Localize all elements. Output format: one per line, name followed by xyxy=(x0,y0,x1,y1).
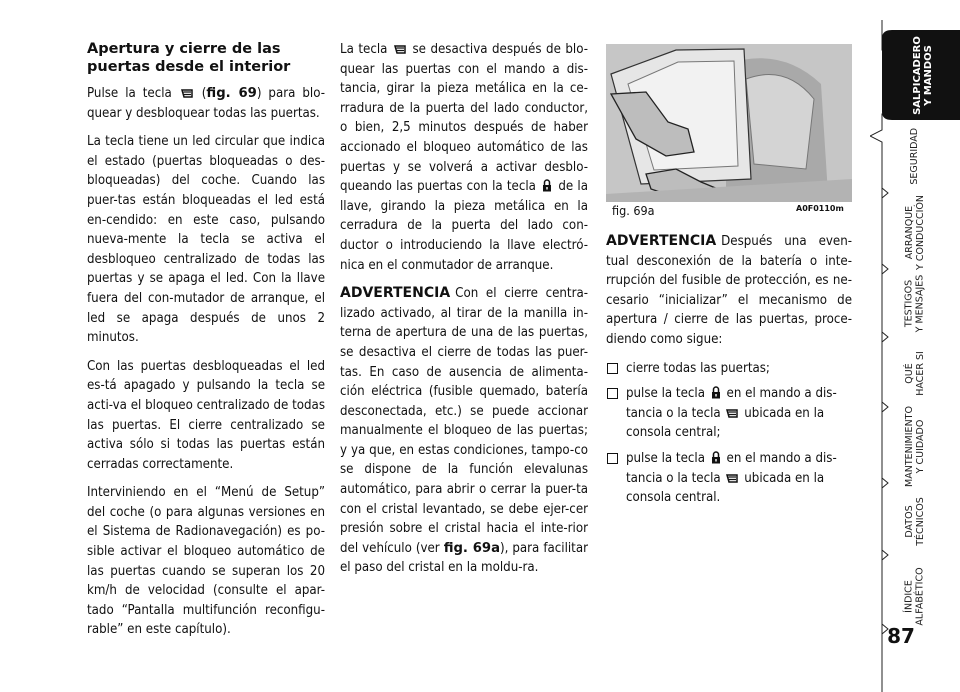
car-door-drawing xyxy=(606,44,852,202)
car-lock-icon xyxy=(726,407,738,419)
column-2 xyxy=(340,40,588,587)
figure-caption: fig. 69a xyxy=(612,203,655,218)
page-number: 87 xyxy=(887,624,915,648)
list-item: pulse la tecla en el mando a dis-tancia o la tecla ubicada en la consola central; xyxy=(606,384,852,443)
tab-indice-alfabetico[interactable]: ÍNDICE ALFABÉTICO xyxy=(903,566,925,626)
car-lock-icon xyxy=(394,43,406,55)
padlock-icon xyxy=(542,179,552,192)
tab-que-hacer-si[interactable]: QUÉ HACER SI xyxy=(903,350,925,396)
section-heading: Apertura y cierre de las puertas desde el interior xyxy=(87,41,291,75)
paragraph-1: Pulse la tecla (fig. 69) para blo-quear y desbloquear todas las puertas. xyxy=(87,86,325,121)
warning-label: ADVERTENCIA xyxy=(606,233,717,249)
column-3 xyxy=(606,232,852,514)
paragraph-2: La tecla tiene un led circular que indica el estado (puertas bloqueadas o des-bloqueadas) del coche. Cuando las puer-tas están bloqueadas el led está en-cendido: en este caso, pulsando nueva-mente la tecla se activa el desbloqueo centralizado de todas las puertas y se apaga el led. Con la llave fuera del con-mutador de arranque, el led se apaga después de unos 2 minutos. xyxy=(87,134,325,346)
paragraph-5: La tecla se desactiva después de blo-quear las puertas con el mando a dis-tancia, girar la pieza metálica en la ce-rradura de la puerta del lado conductor, o bien, 2,5 minutos después de haber accionado el bloqueo automático de las puertas y se volverá a activar desblo-queando las puertas con la tecla de la llave, girando la pieza metálica en la cerradura de la puerta del lado con-ductor o introduciendo la llave electró-nica en el conmutador de arranque. xyxy=(340,42,588,273)
warning-paragraph: ADVERTENCIA Con el cierre centra-lizado activado, al tirar de la manilla in-terna de apertura de una de las puertas, se desactiva el cierre de todas las puer-tas. En caso de ausencia de alimenta-ción eléctrica (fusible quemado, batería desconectada, etc.) se puede accionar manualmente el bloqueo de las puertas; y ya que, en estas condiciones, tampo-co se dispone de la función elevalunas automático, para abrir o cerrar la puer-ta con el cristal levantado, se debe ejer-cer presión sobre el cristal hacia el inte-rior del vehículo (ver fig. 69a), para facilitar el paso del cristal en la moldu-ra. xyxy=(340,285,588,576)
checkbox-bullet xyxy=(607,453,618,464)
paragraph-3: Con las puertas desbloqueadas el led es-tá apagado y pulsando la tecla se acti-va el bloqueo centralizado de todas las puertas. El cierre centralizado se activa sólo si todas las puertas están cerradas correctamente. xyxy=(87,358,325,472)
checkbox-bullet xyxy=(607,363,618,374)
list-item: cierre todas las puertas; xyxy=(606,359,852,379)
tab-seguridad[interactable]: SEGURIDAD xyxy=(908,127,920,185)
tab-mantenimiento-y-cuidado[interactable]: MANTENIMIENTO Y CUIDADO xyxy=(903,405,925,487)
tab-arranque-y-conduccion[interactable]: ARRANQUE Y CONDUCCIÓN xyxy=(903,194,925,270)
door-window-illustration xyxy=(606,44,852,202)
padlock-icon xyxy=(711,451,721,464)
list-item: pulse la tecla en el mando a dis-tancia o la tecla ubicada en la consola central. xyxy=(606,449,852,508)
car-lock-icon xyxy=(181,87,193,99)
tab-salpicadero-y-mandos[interactable]: SALPICADERO Y MANDOS xyxy=(911,35,933,115)
figure-code: A0F0110m xyxy=(796,204,844,213)
section-tabs xyxy=(870,20,960,692)
warning-label: ADVERTENCIA xyxy=(340,285,451,302)
car-lock-icon xyxy=(726,472,738,484)
checkbox-bullet xyxy=(607,388,618,399)
figure-reference: fig. 69 xyxy=(206,86,257,101)
warning-paragraph: ADVERTENCIA Después una even-tual desconexión de la batería o inte-rrupción del fusible de protección, es ne-cesario “inicializar” el mecanismo de apertura / cierre de las puertas, proce-diendo como sigue: xyxy=(606,233,852,347)
tab-datos-tecnicos[interactable]: DATOS TÉCNICOS xyxy=(903,496,925,546)
column-1 xyxy=(87,40,325,649)
paragraph-4: Interviniendo en el “Menú de Setup” del coche (o para algunas versiones en el Sistema de Radionavegación) es po-sible activar el bloqueo automático de las puertas cuando se superan los 20 km/h de velocidad (consulte el apar-tado “Pantalla multifunción reconfigu-rable” en este capítulo). xyxy=(87,485,325,638)
steps-list xyxy=(606,359,852,508)
tab-testigos-y-mensajes[interactable]: TESTIGOS Y MENSAJES xyxy=(903,274,925,332)
padlock-icon xyxy=(711,386,721,399)
figure-reference: fig. 69a xyxy=(443,540,500,556)
